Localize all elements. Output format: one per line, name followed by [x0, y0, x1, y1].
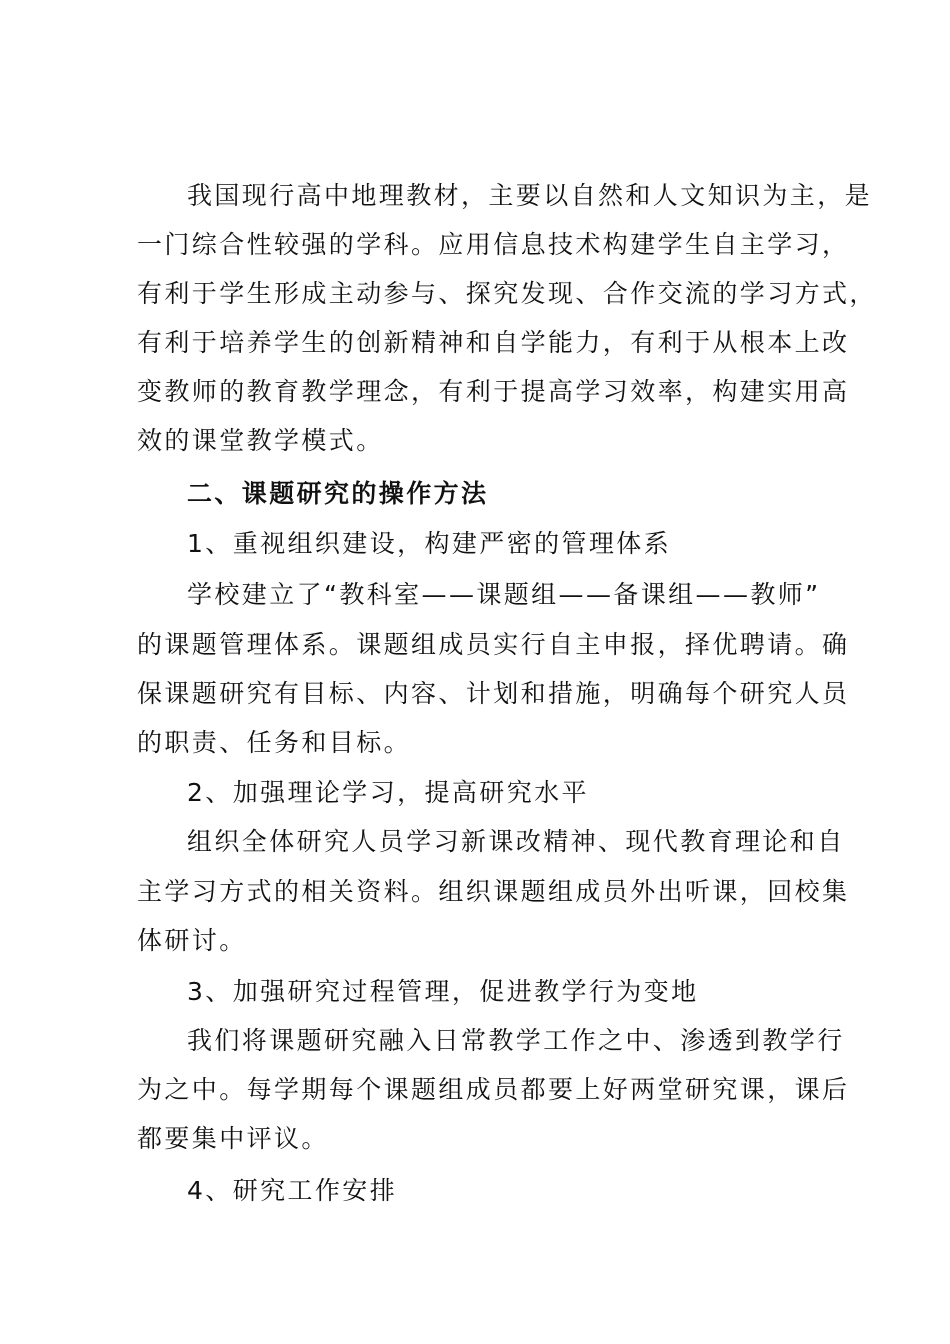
paragraph-line: 的职责、任务和目标。: [137, 728, 412, 757]
section-heading: 二、课题研究的操作方法: [187, 479, 489, 508]
subsection-heading: 2、加强理论学习，提高研究水平: [187, 778, 589, 807]
paragraph-line: 有利于学生形成主动参与、探究发现、合作交流的学习方式，: [137, 279, 877, 308]
paragraph-line: 保课题研究有目标、内容、计划和措施，明确每个研究人员: [137, 679, 850, 708]
paragraph-line: 为之中。每学期每个课题组成员都要上好两堂研究课，课后: [137, 1075, 850, 1104]
paragraph-line: 的课题管理体系。课题组成员实行自主申报，择优聘请。确: [137, 630, 850, 659]
paragraph-line: 组织全体研究人员学习新课改精神、现代教育理论和自: [187, 827, 845, 856]
paragraph-line: 学校建立了“教科室——课题组——备课组——教师”: [187, 580, 821, 609]
subsection-heading: 4、研究工作安排: [187, 1176, 398, 1205]
paragraph-line: 体研讨。: [137, 926, 247, 955]
paragraph-line: 变教师的教育教学理念，有利于提高学习效率，构建实用高: [137, 377, 850, 406]
paragraph-line: 我国现行高中地理教材，主要以自然和人文知识为主，是: [187, 181, 873, 210]
paragraph-line: 我们将课题研究融入日常教学工作之中、渗透到教学行: [187, 1026, 845, 1055]
paragraph-line: 一门综合性较强的学科。应用信息技术构建学生自主学习，: [137, 230, 850, 259]
paragraph-line: 效的课堂教学模式。: [137, 426, 384, 455]
subsection-heading: 3、加强研究过程管理，促进教学行为变地: [187, 977, 699, 1006]
paragraph-line: 主学习方式的相关资料。组织课题组成员外出听课，回校集: [137, 877, 850, 906]
subsection-heading: 1、重视组织建设，构建严密的管理体系: [187, 529, 672, 558]
paragraph-line: 有利于培养学生的创新精神和自学能力，有利于从根本上改: [137, 328, 850, 357]
paragraph-line: 都要集中评议。: [137, 1124, 329, 1153]
